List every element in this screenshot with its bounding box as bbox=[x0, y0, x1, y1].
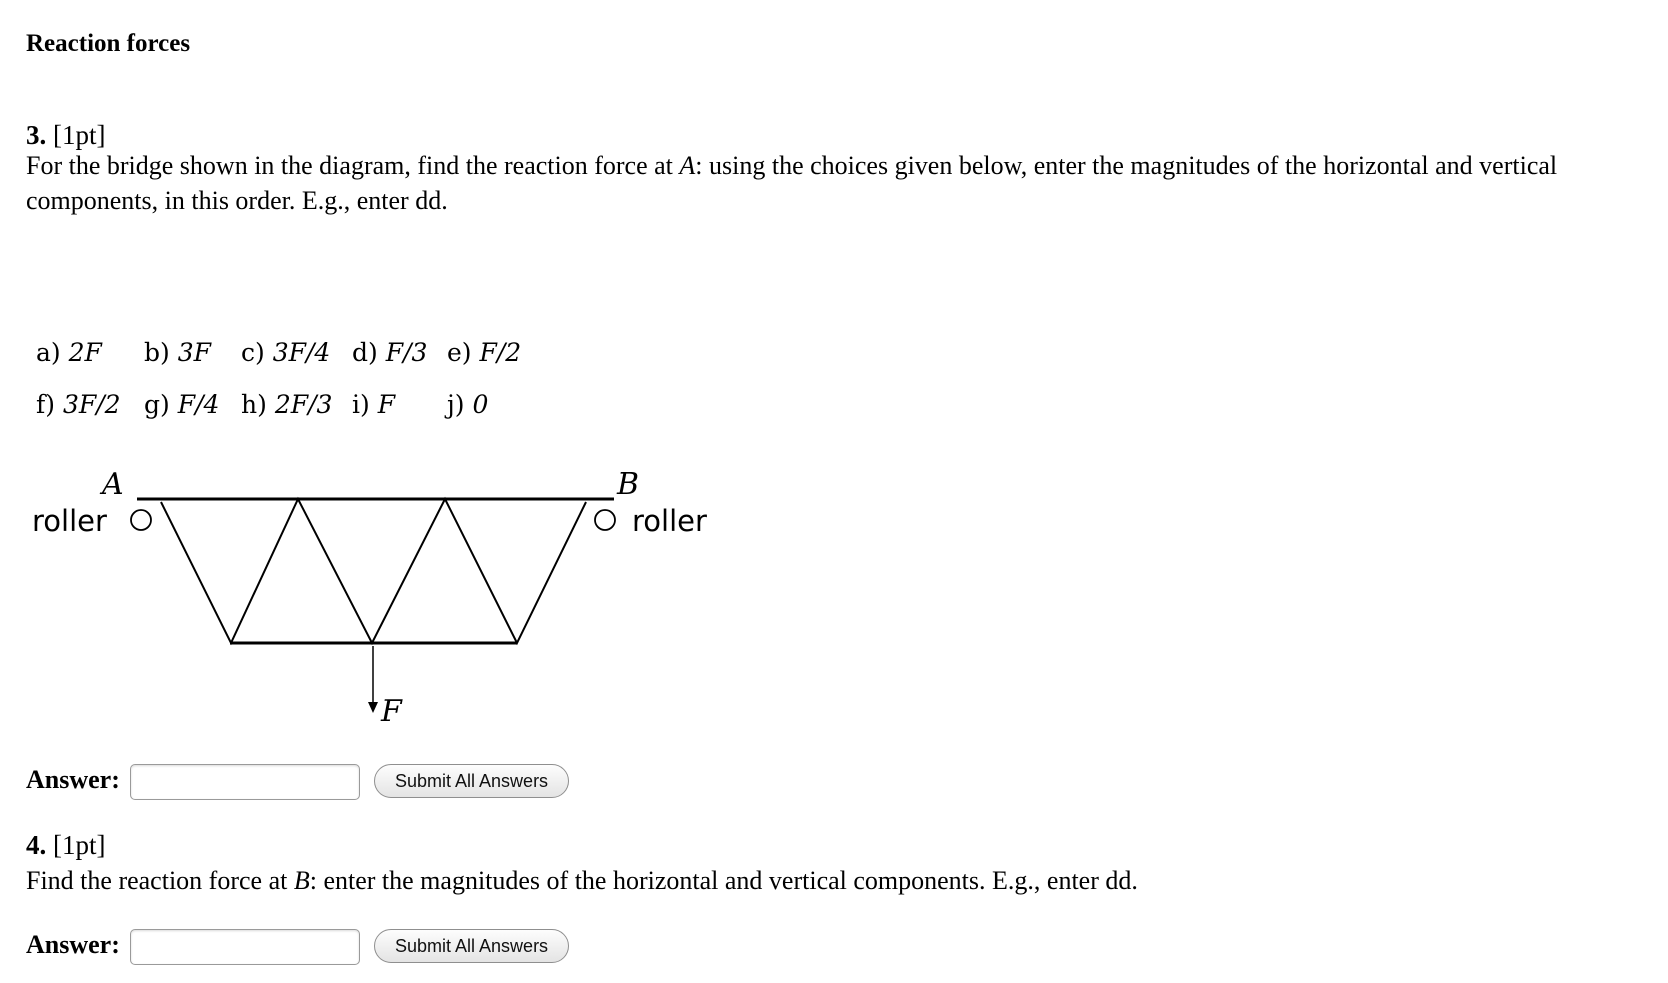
choice-j: j) 0 bbox=[447, 390, 489, 419]
question-3-points: [1pt] bbox=[53, 120, 106, 150]
question-3-submit-button[interactable]: Submit All Answers bbox=[374, 764, 569, 798]
question-3-number: 3. bbox=[26, 120, 47, 150]
choice-b: b) 3F bbox=[144, 338, 211, 367]
choice-h: h) 2F/3 bbox=[241, 390, 333, 419]
choice-c: c) 3F/4 bbox=[241, 338, 331, 367]
choice-a: a) 2F bbox=[36, 338, 102, 367]
choice-f: f) 3F/2 bbox=[36, 390, 121, 419]
question-3-header bbox=[26, 120, 105, 151]
point-a-label: A bbox=[679, 151, 696, 180]
force-arrow-head-icon bbox=[368, 702, 378, 713]
label-b: B bbox=[617, 467, 640, 502]
choice-g: g) F/4 bbox=[144, 390, 220, 419]
question-3-answer-input[interactable] bbox=[130, 764, 360, 800]
roller-left-label: roller bbox=[32, 504, 107, 538]
roller-right-label: roller bbox=[632, 504, 707, 538]
roller-b-icon bbox=[595, 510, 615, 530]
question-4-points: [1pt] bbox=[53, 830, 106, 860]
question-3-text-line-2: components, in this order. E.g., enter dd. bbox=[26, 186, 448, 215]
choice-e: e) F/2 bbox=[447, 338, 522, 367]
question-4-text: Find the reaction force at B: enter the magnitudes of the horizontal and vertical components. E.g., enter dd. bbox=[26, 866, 1138, 895]
question-3-text-line-1: For the bridge shown in the diagram, find the reaction force at A: using the choices given below, enter the magnitudes of the horizontal and vertical bbox=[26, 151, 1558, 180]
question-4-submit-button[interactable]: Submit All Answers bbox=[374, 929, 569, 963]
force-label: F bbox=[381, 694, 402, 729]
question-3-text bbox=[26, 148, 1557, 218]
question-4-header bbox=[26, 830, 105, 861]
bridge-diagram bbox=[0, 450, 760, 740]
section-title: Reaction forces bbox=[26, 30, 191, 57]
roller-a-icon bbox=[131, 510, 151, 530]
choice-i: i) F bbox=[352, 390, 396, 419]
question-4-answer-label: Answer: bbox=[26, 930, 120, 959]
question-4-number: 4. bbox=[26, 830, 47, 860]
point-b-label: B bbox=[293, 866, 310, 895]
question-3-answer-label: Answer: bbox=[26, 765, 120, 794]
question-4-answer-input[interactable] bbox=[130, 929, 360, 965]
label-a: A bbox=[102, 467, 124, 502]
choice-d: d) F/3 bbox=[352, 338, 428, 367]
truss-web bbox=[161, 499, 586, 643]
